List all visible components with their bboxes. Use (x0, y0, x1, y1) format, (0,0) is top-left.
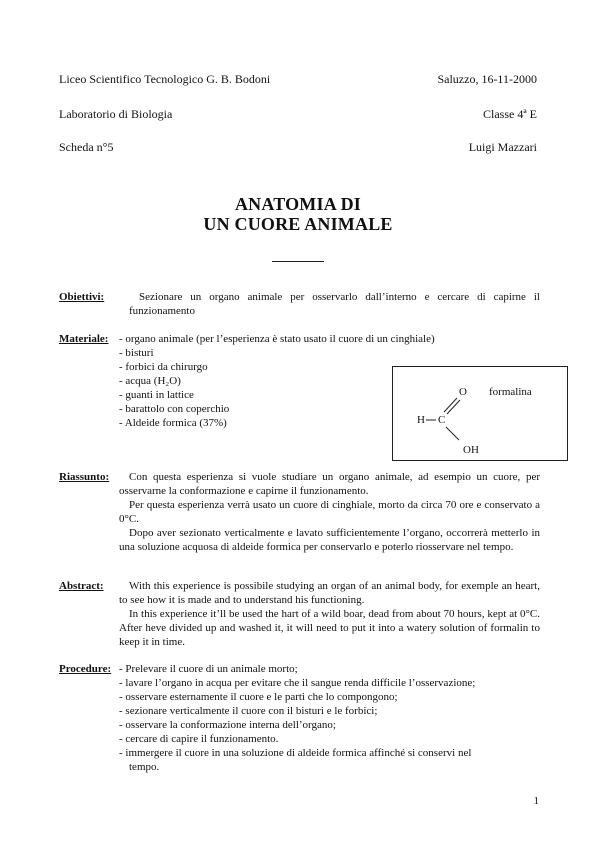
objectives-text: Sezionare un organo animale per osservarlo dall’interno e cercare di capirne il funzionamento (129, 291, 540, 317)
author-name: Luigi Mazzari (468, 140, 537, 154)
procedure-list (119, 662, 475, 774)
procedure-label: Procedure: (59, 663, 112, 675)
formula-bonds (393, 367, 569, 462)
list-item: - Aldeide formica (37%) (119, 417, 227, 429)
summary-section (59, 470, 540, 570)
list-item: - Prelevare il cuore di un animale morto; (119, 663, 298, 675)
list-item: - forbici da chirurgo (119, 361, 208, 373)
list-item: - cercare di capire il funzionamento. (119, 733, 279, 745)
materials-label: Materiale: (59, 333, 109, 345)
formula-name: formalina (489, 386, 532, 398)
title-line-1: ANATOMIA DI (234, 194, 362, 214)
materials-list (119, 332, 435, 430)
list-item: - acqua (H₂O) (119, 375, 181, 387)
list-item: - osservare la conformazione interna dell’organo; (119, 719, 336, 731)
title-divider (272, 261, 324, 262)
list-item-continuation: tempo. (129, 761, 160, 773)
objectives-section (59, 290, 540, 320)
lab-name: Laboratorio di Biologia (59, 107, 173, 121)
place-date: Saluzzo, 16-11-2000 (437, 72, 537, 86)
abstract-label: Abstract: (59, 580, 104, 592)
summary-paragraph: Dopo aver sezionato verticalmente e lavato sufficientemente l’organo, occorrerà metterlo in una soluzione acquosa di aldeide formica per conservarlo e poterlo riosservare nel tempo. (119, 527, 540, 553)
list-item: - guanti in lattice (119, 389, 194, 401)
formalin-structure-box (392, 366, 568, 461)
class-name: Classe 4ª E (483, 107, 537, 121)
abstract-section (59, 579, 540, 651)
sheet-number: Scheda n°5 (59, 140, 114, 154)
abstract-paragraph: In this experience it’ll be used the hart of a wild boar, dead from about 70 hours, kept at 0°C. After heve divided up and washed it, it will need to put it into a watery solution of formalin to keep it in time. (119, 608, 540, 648)
formula-atom-h: H (417, 414, 425, 426)
procedure-section (59, 662, 540, 778)
summary-paragraph: Per questa esperienza verrà usato un cuore di cinghiale, morto da circa 70 ore e conservato a 0°C. (119, 499, 540, 525)
list-item: - bisturi (119, 347, 154, 359)
list-item: - barattolo con coperchio (119, 403, 230, 415)
school-name: Liceo Scientifico Tecnologico G. B. Bodoni (59, 72, 271, 86)
page-number: 1 (533, 795, 539, 807)
formula-atom-o: O (459, 386, 467, 398)
title-line-2: UN CUORE ANIMALE (203, 214, 393, 234)
abstract-paragraph: With this experience is possibile studying an organ of an animal body, for exemple an heart, to see how it is made and to understand his functioning. (119, 580, 540, 606)
objectives-label: Obiettivi: (59, 291, 105, 303)
list-item: - organo animale (per l’esperienza è stato usato il cuore di un cinghiale) (119, 333, 435, 345)
formula-group-oh: OH (463, 444, 479, 456)
list-item: - osservare esternamente il cuore e le parti che lo compongono; (119, 691, 398, 703)
summary-label: Riassunto: (59, 471, 110, 483)
list-item: - lavare l’organo in acqua per evitare che il sangue renda difficile l’osservazione; (119, 677, 476, 689)
list-item: - sezionare verticalmente il cuore con il bisturi e le forbici; (119, 705, 378, 717)
list-item: - immergere il cuore in una soluzione di aldeide formica affinché si conservi nel (119, 747, 472, 759)
formula-atom-c: C (438, 414, 446, 426)
summary-paragraph: Con questa esperienza si vuole studiare un organo animale, ad esempio un cuore, per osservarne la conformazione e capirne il funzionamento. (119, 471, 540, 497)
